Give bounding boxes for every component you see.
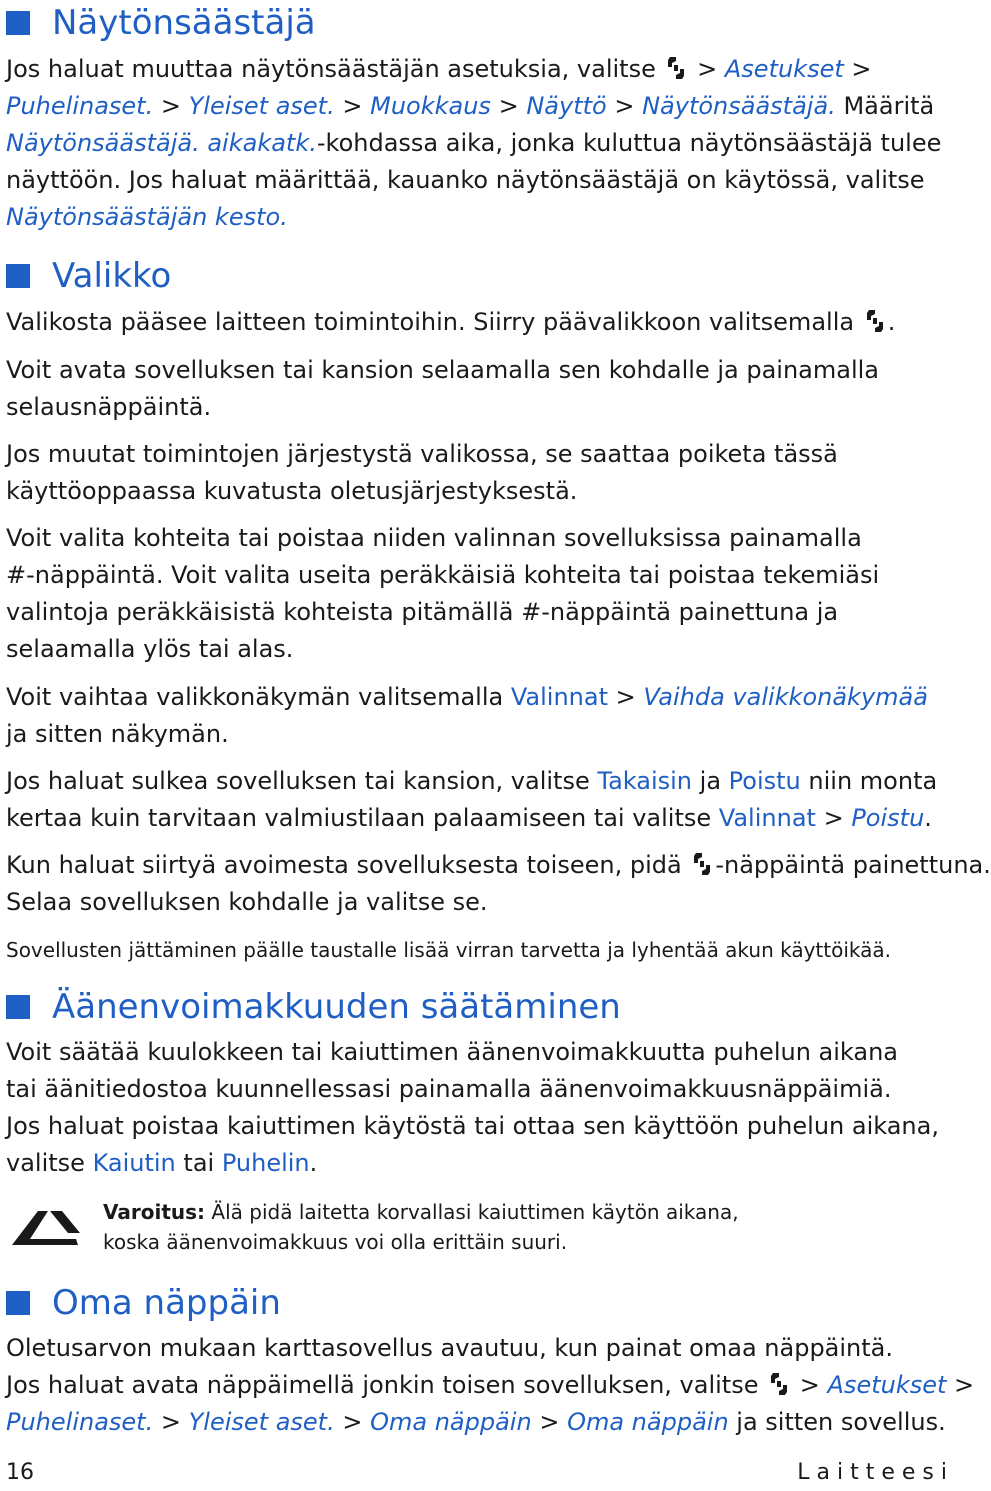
text: > [614,92,635,120]
menu-path-link[interactable]: Yleiset aset. [188,92,335,120]
text-line [6,88,941,125]
paragraph [6,679,928,753]
text: Valikosta pääsee laitteen toimintoihin. Siirry päävalikkoon valitsemalla [6,308,855,336]
text-line [6,125,941,162]
menu-path-link[interactable]: Näytönsäästäjän kesto. [6,203,288,231]
paragraph [6,520,879,668]
section-title: Näytönsäästäjä [52,3,316,43]
text-line: käyttöoppaassa kuvatusta oletusjärjestyksestä. [6,477,578,505]
menu-path-link[interactable]: Oma näppäin [567,1408,729,1436]
text-line [6,51,941,88]
menu-path-link[interactable]: Puhelinaset. [6,92,154,120]
text: ja sitten sovellus. [736,1408,946,1436]
text: > [954,1371,975,1399]
text: > [539,1408,560,1436]
text: Jos haluat sulkea sovelluksen tai kansion, valitse [6,767,590,795]
warning-label: Varoitus: [103,1200,206,1224]
text-line [6,763,937,800]
menu-key-icon [768,1371,790,1397]
text-line: Voit avata sovelluksen tai kansion selaamalla sen kohdalle ja painamalla [6,356,880,384]
text: > [160,92,181,120]
paragraph [6,436,838,510]
menu-path-link[interactable]: Asetukset [827,1371,947,1399]
text-line [6,1367,974,1404]
warning-icon [8,1205,82,1249]
paragraph [6,1330,974,1441]
text-line: selaamalla ylös tai alas. [6,635,294,663]
text-line: ja sitten näkymän. [6,720,229,748]
text-line: Oletusarvon mukaan karttasovellus avautuu, kun painat omaa näppäintä. [6,1334,894,1362]
section-heading-own-key [6,1282,281,1324]
options-link[interactable]: Valinnat [510,683,608,711]
square-bullet-icon [6,1291,30,1315]
text: Voit vaihtaa valikkonäkymän valitsemalla [6,683,504,711]
text: > [342,92,363,120]
text: kertaa kuin tarvitaan valmiustilaan palaamiseen tai valitse [6,804,712,832]
text: > [615,683,636,711]
paragraph [6,847,991,921]
menu-path-link[interactable]: Vaihda valikkonäkymää [643,683,928,711]
text: tai [183,1149,215,1177]
text: > [823,804,844,832]
text-line [6,847,991,884]
menu-path-link[interactable]: Näytönsäästäjä. aikakatk. [6,129,317,157]
paragraph [6,304,895,341]
page-number: 16 [6,1460,34,1485]
text-line [103,1197,739,1227]
menu-path-link[interactable]: Yleiset aset. [188,1408,335,1436]
menu-key-icon [864,308,886,334]
paragraph [6,935,891,965]
text: -kohdassa aika, jonka kuluttua näytönsäästäjä tulee [316,129,942,157]
section-heading-menu [6,255,171,297]
text-line: koska äänenvoimakkuus voi olla erittäin suuri. [103,1230,568,1254]
warning-text [103,1197,739,1257]
handset-link[interactable]: Puhelin [221,1149,310,1177]
text: Määritä [843,92,935,120]
text: -näppäintä painettuna. [715,851,991,879]
exit-link[interactable]: Poistu [728,767,801,795]
text-line: valintoja peräkkäisistä kohteista pitämällä #-näppäintä painettuna ja [6,598,839,626]
options-link[interactable]: Valinnat [718,804,816,832]
text: ja [699,767,722,795]
text-line [6,679,928,716]
square-bullet-icon [6,995,30,1019]
text-line [6,800,937,837]
text: valitse [6,1149,85,1177]
menu-key-icon [665,55,687,81]
warning-box [6,1197,956,1267]
text: > [342,1408,363,1436]
menu-path-link[interactable]: Muokkaus [370,92,491,120]
menu-path-link[interactable]: Asetukset [724,55,844,83]
text: . [924,804,932,832]
paragraph [6,352,879,426]
text-line: Voit säätää kuulokkeen tai kaiuttimen äänenvoimakkuutta puhelun aikana [6,1038,899,1066]
text-line: #-näppäintä. Voit valita useita peräkkäisiä kohteita tai poistaa tekemiäsi [6,561,880,589]
text: . [887,308,896,336]
text: > [498,92,519,120]
text-line: tai äänitiedostoa kuunnellessasi painamalla äänenvoimakkuusnäppäimiä. [6,1075,892,1103]
text: Kun haluat siirtyä avoimesta sovelluksesta toiseen, pidä [6,851,682,879]
menu-path-link[interactable]: Oma näppäin [370,1408,532,1436]
paragraph [6,51,941,236]
text: > [851,55,872,83]
text: Jos haluat avata näppäimellä jonkin toisen sovelluksen, valitse [6,1371,759,1399]
text-line [6,1404,974,1441]
text: > [160,1408,181,1436]
menu-path-link[interactable]: Puhelinaset. [6,1408,154,1436]
speaker-link[interactable]: Kaiutin [92,1149,176,1177]
section-heading-screensaver [6,2,316,44]
menu-path-link[interactable]: Näytönsäästäjä. [642,92,836,120]
section-heading-volume [6,986,621,1028]
text-line: selausnäppäintä. [6,393,212,421]
text: niin monta [808,767,938,795]
text: > [799,1371,820,1399]
section-title: Valikko [52,256,172,296]
text-line: Voit valita kohteita tai poistaa niiden valinnan sovelluksissa painamalla [6,524,862,552]
text-line: Jos muutat toimintojen järjestystä valikossa, se saattaa poiketa tässä [6,440,838,468]
text: > [697,55,718,83]
note-text: Sovellusten jättäminen päälle taustalle lisää virran tarvetta ja lyhentää akun käyttöikää. [6,938,892,962]
square-bullet-icon [6,11,30,35]
text-line: Selaa sovelluksen kohdalle ja valitse se. [6,888,488,916]
text: . [309,1149,318,1177]
text-line: Jos haluat poistaa kaiuttimen käytöstä tai ottaa sen käyttöön puhelun aikana, [6,1112,939,1140]
menu-key-icon [691,851,713,877]
text: Älä pidä laitetta korvallasi kaiuttimen käytön aikana, [211,1200,739,1224]
chapter-title: Laitteesi [797,1460,954,1485]
text: Jos haluat muuttaa näytönsäästäjän asetuksia, valitse [6,55,656,83]
menu-path-link[interactable]: Näyttö [526,92,607,120]
section-title: Oma näppäin [52,1283,281,1323]
exit-link[interactable]: Poistu [851,804,925,832]
text-line [6,1145,939,1182]
paragraph [6,1034,939,1182]
square-bullet-icon [6,264,30,288]
section-title: Äänenvoimakkuuden säätäminen [52,987,621,1027]
text-line [6,304,895,341]
text-line: näyttöön. Jos haluat määrittää, kauanko näytönsäästäjä on käytössä, valitse [6,166,925,194]
paragraph [6,763,937,837]
back-link[interactable]: Takaisin [597,767,693,795]
